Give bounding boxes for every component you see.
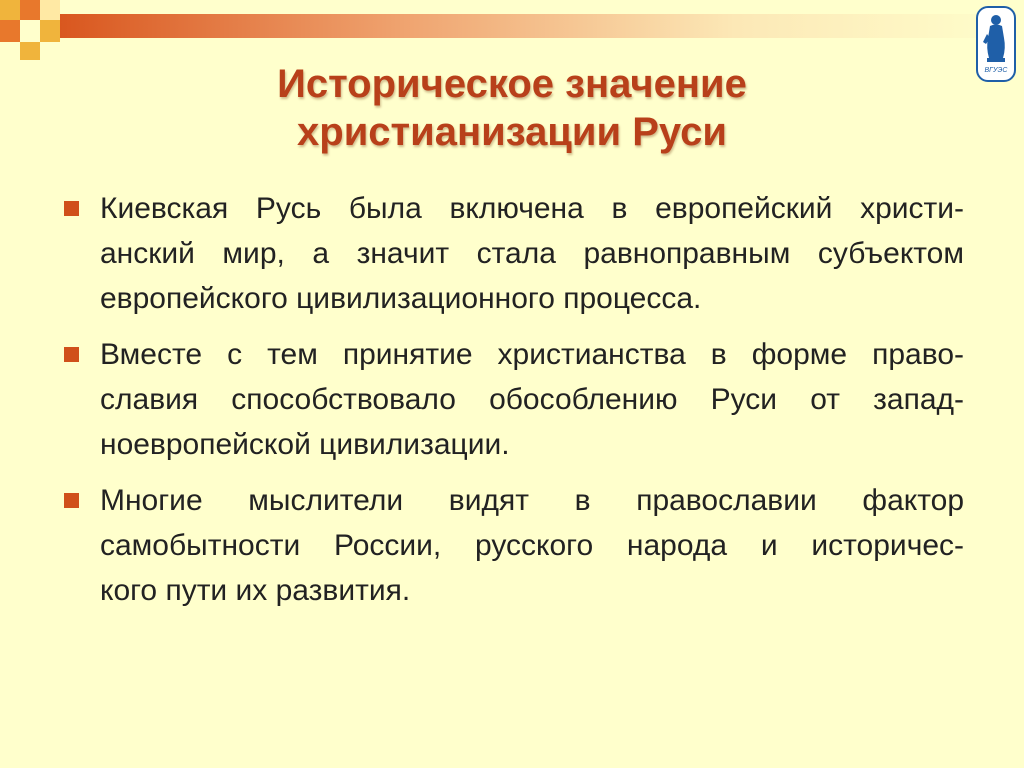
bullet-list: [64, 186, 964, 624]
bullet-line: кого пути их развития.: [100, 574, 411, 607]
square-bullet-icon: [64, 347, 79, 362]
bullet-line: анский мир, а значит стала равноправным субъектом: [100, 237, 964, 270]
bullet-item: [64, 186, 964, 321]
bullet-line: Многие мыслители видят в православии фактор: [100, 484, 964, 517]
decor-square: [20, 0, 40, 20]
bullet-line: Вместе с тем принятие христианства в форме право-: [100, 338, 964, 371]
bullet-item: [64, 332, 964, 467]
decor-square: [0, 20, 20, 42]
decor-square: [40, 20, 60, 42]
decor-square: [20, 20, 40, 42]
decor-square: [20, 42, 40, 60]
bullet-line: самобытности России, русского народа и историчес-: [100, 529, 964, 562]
bullet-line: славия способствовало обособлению Руси от запад-: [100, 383, 964, 416]
statue-logo-icon: [978, 8, 1014, 80]
header-gradient-band: [60, 14, 1024, 38]
title-line: Историческое значение: [277, 62, 747, 106]
bullet-line: Киевская Русь была включена в европейский христи-: [100, 192, 964, 225]
decor-square: [40, 0, 60, 20]
slide-title: [160, 60, 864, 156]
bullet-item: [64, 478, 964, 613]
decor-square: [0, 0, 20, 20]
logo-text: ВГУЭС: [984, 67, 1008, 74]
square-bullet-icon: [64, 493, 79, 508]
bullet-line: европейского цивилизационного процесса.: [100, 282, 702, 315]
title-line: христианизации Руси: [297, 110, 727, 154]
university-logo: [976, 6, 1016, 82]
bullet-line: ноевропейской цивилизации.: [100, 428, 510, 461]
square-bullet-icon: [64, 201, 79, 216]
